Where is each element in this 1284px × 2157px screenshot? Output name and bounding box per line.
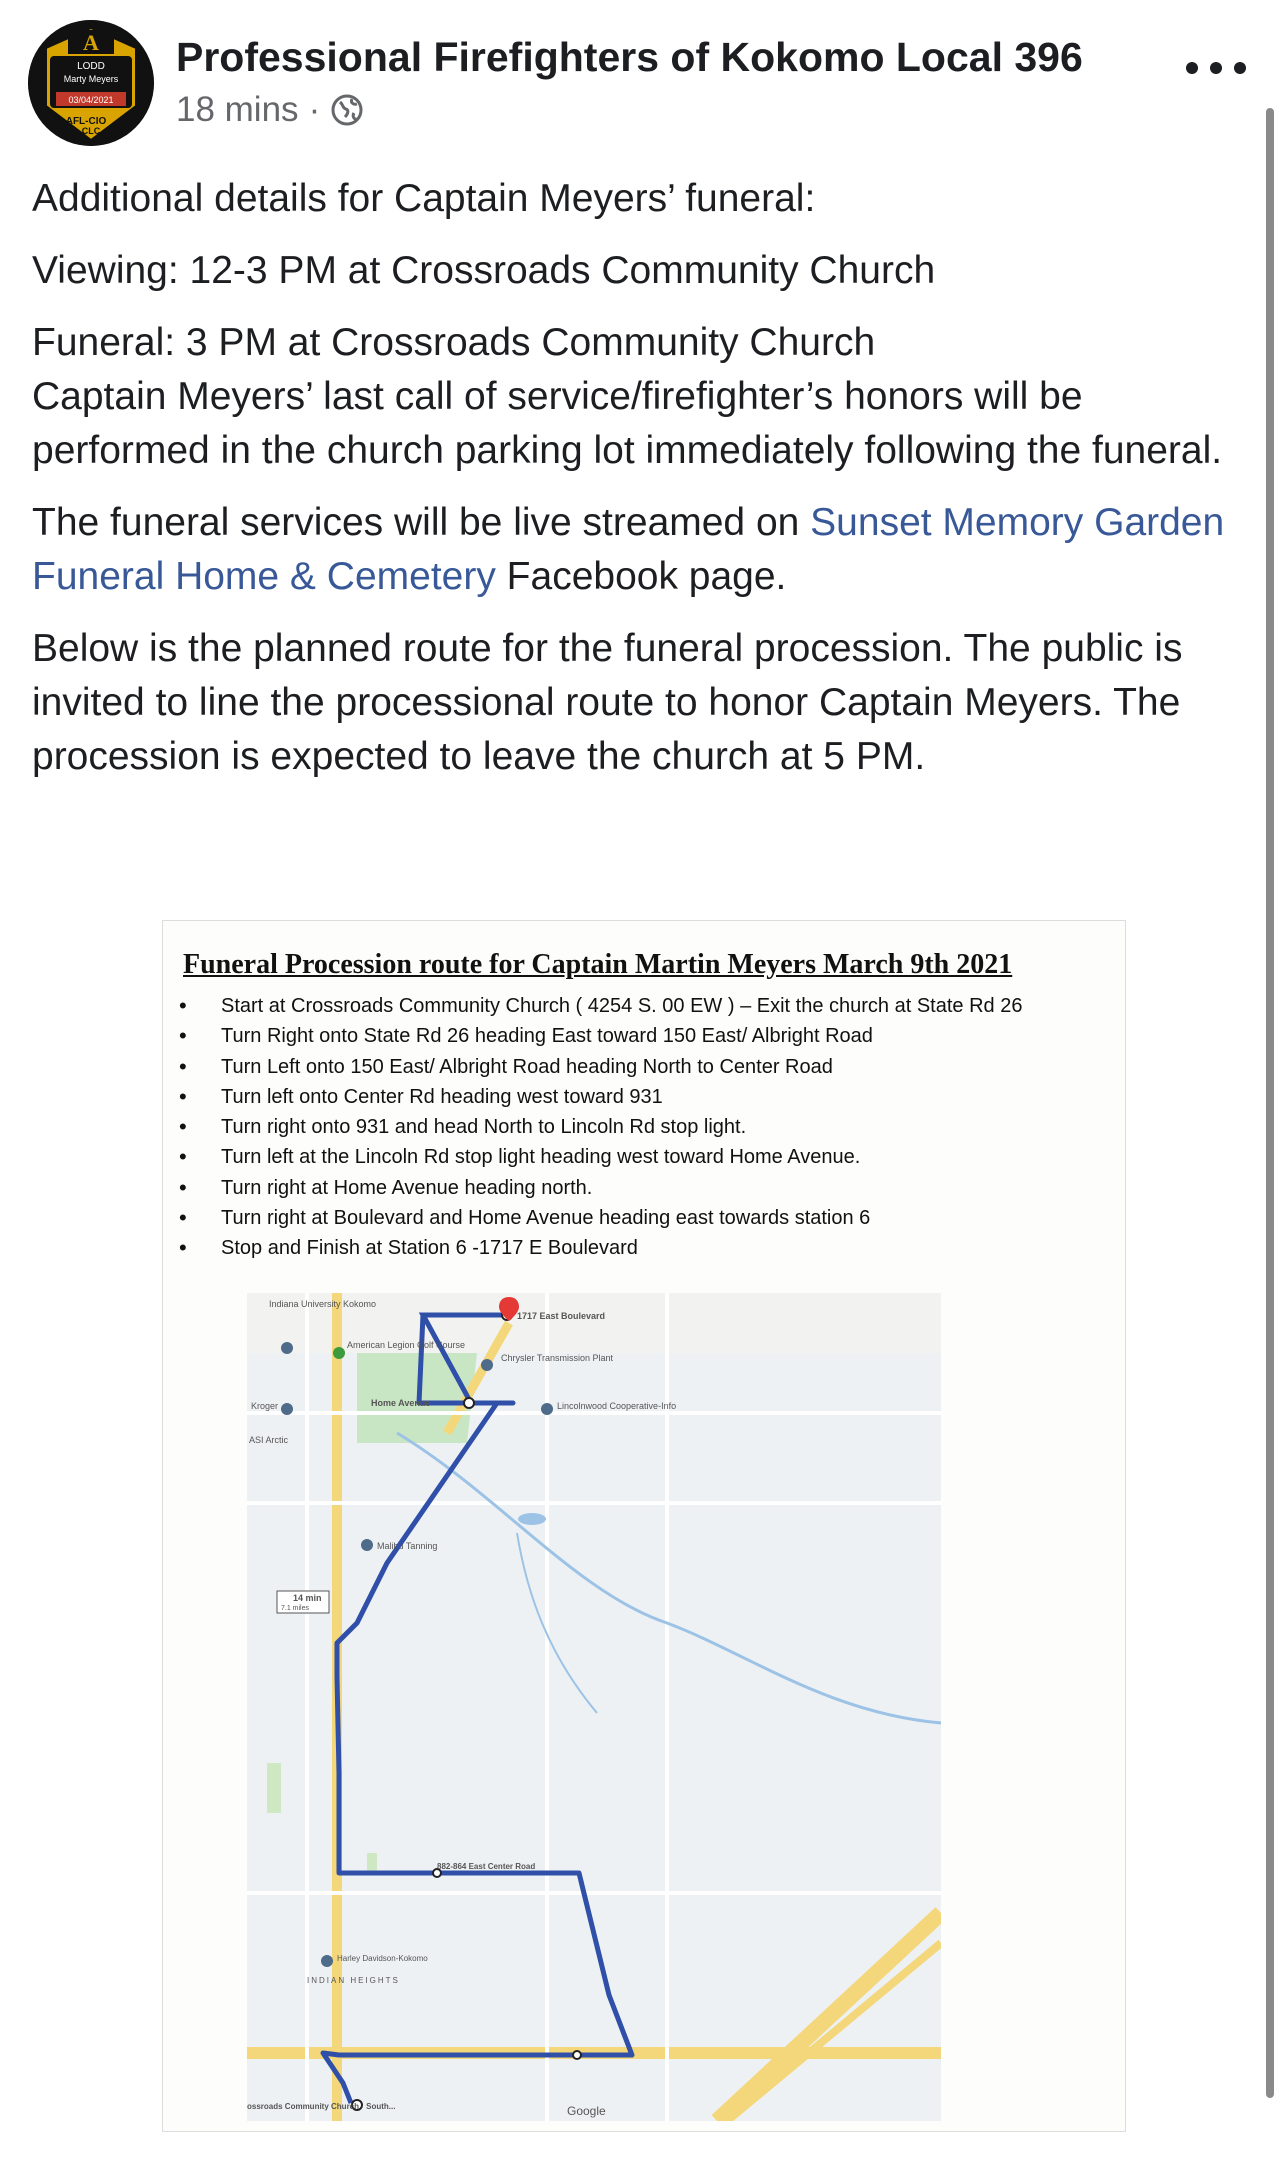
svg-text:A: A	[83, 30, 99, 55]
post-paragraph: Viewing: 12-3 PM at Crossroads Community Church	[32, 249, 936, 292]
post-paragraph: Below is the planned route for the funeral procession. The public is invited to line the processional route to honor Captain Meyers. The procession is expected to leave the church at 5 PM.	[32, 627, 1183, 778]
map-label-indian-heights: INDIAN HEIGHTS	[307, 1976, 400, 1985]
post-text-span: The funeral services will be live streamed on	[32, 501, 811, 544]
map-label-center-road: 882-864 East Center Road	[437, 1862, 536, 1871]
post-header	[0, 0, 1284, 150]
post-text-span: Facebook page.	[495, 555, 787, 598]
more-horizontal-icon-dot	[1234, 62, 1246, 74]
page-avatar[interactable]	[28, 20, 154, 146]
map-label-harley: Harley Davidson-Kokomo	[337, 1954, 428, 1963]
route-step: • Turn right at Boulevard and Home Avenue heading east towards station 6	[179, 1203, 1022, 1233]
route-step: • Turn Left onto 150 East/ Albright Road heading North to Center Road	[179, 1052, 1022, 1082]
meta-separator: ·	[308, 90, 321, 129]
post-line: Captain Meyers’ last call of service/firefighter’s honors will be performed in the church parking lot immediately following the funeral.	[32, 375, 1223, 472]
location-pin-icon	[321, 1955, 333, 1967]
route-steps-list	[179, 991, 1022, 1264]
post-timestamp[interactable]: 18 mins	[176, 90, 299, 129]
avatar-text-name: Marty Meyers	[63, 74, 119, 84]
eta-time: 14 min	[293, 1593, 322, 1603]
map-label-chrysler: Chrysler Transmission Plant	[501, 1353, 614, 1363]
attached-route-image[interactable]	[162, 920, 1126, 2132]
scrollbar[interactable]	[1266, 108, 1274, 2098]
route-step: • Turn right onto 931 and head North to Lincoln Rd stop light.	[179, 1112, 1022, 1142]
route-step: • Turn left at the Lincoln Rd stop light heading west toward Home Avenue.	[179, 1142, 1022, 1172]
route-step: • Turn right at Home Avenue heading north.	[179, 1173, 1022, 1203]
location-pin-icon	[361, 1539, 373, 1551]
map-label-kroger: Kroger	[251, 1401, 279, 1411]
google-logo: Google	[567, 2104, 606, 2118]
post-text	[32, 172, 1252, 802]
post-paragraph	[32, 496, 1252, 604]
post-paragraph: Additional details for Captain Meyers’ funeral:	[32, 177, 816, 220]
map-label-station: 1717 East Boulevard	[517, 1311, 606, 1321]
map-label-legion: American Legion Golf Course	[347, 1340, 466, 1350]
more-options-button[interactable]	[1186, 48, 1246, 88]
more-horizontal-icon-dot	[1186, 62, 1198, 74]
post-line: Funeral: 3 PM at Crossroads Community Church	[32, 321, 876, 364]
funeral-home-page-link[interactable]: Sunset Memory Garden Funeral Home & Cemetery	[32, 501, 1225, 598]
eta-distance: 7.1 miles	[281, 1605, 310, 1612]
route-map	[247, 1293, 941, 2121]
avatar-text-lodd: LODD	[77, 61, 105, 72]
golf-pin-icon	[333, 1347, 345, 1359]
map-label-lincolnwood: Lincolnwood Cooperative-Info	[557, 1401, 677, 1411]
map-label-iu: Indiana University Kokomo	[269, 1299, 377, 1309]
post-paragraph	[32, 316, 1252, 478]
avatar-text-date: 03/04/2021	[68, 95, 114, 105]
map-label-church: ossroads Community Church · South...	[247, 2102, 396, 2111]
route-step: • Stop and Finish at Station 6 -1717 E Boulevard	[179, 1233, 1022, 1263]
location-pin-icon	[541, 1403, 553, 1415]
route-step: • Turn Right onto State Rd 26 heading East toward 150 East/ Albright Road	[179, 1021, 1022, 1051]
avatar-text-clc: CLC	[81, 126, 101, 136]
more-horizontal-icon-dot	[1210, 62, 1222, 74]
map-label-asi: ASI Arctic	[249, 1435, 289, 1445]
route-step: • Start at Crossroads Community Church ( 4254 S. 00 EW ) – Exit the church at State Rd 26	[179, 991, 1022, 1021]
route-document-title: Funeral Procession route for Captain Martin Meyers March 9th 2021	[183, 949, 1013, 980]
location-pin-icon	[281, 1403, 293, 1415]
globe-icon[interactable]	[330, 93, 364, 127]
map-label-home-ave: Home Avenue	[371, 1398, 431, 1408]
page-name-link[interactable]: Professional Firefighters of Kokomo Local 396	[176, 34, 1083, 80]
map-label-malibu: Malibu Tanning	[377, 1541, 438, 1551]
route-step: • Turn left onto Center Rd heading west toward 931	[179, 1082, 1022, 1112]
location-pin-icon	[281, 1342, 293, 1354]
post-meta	[176, 90, 364, 130]
location-pin-icon	[481, 1359, 493, 1371]
avatar-text-afl: AFL-CIO	[65, 116, 107, 127]
firefighter-logo-icon	[28, 20, 154, 146]
